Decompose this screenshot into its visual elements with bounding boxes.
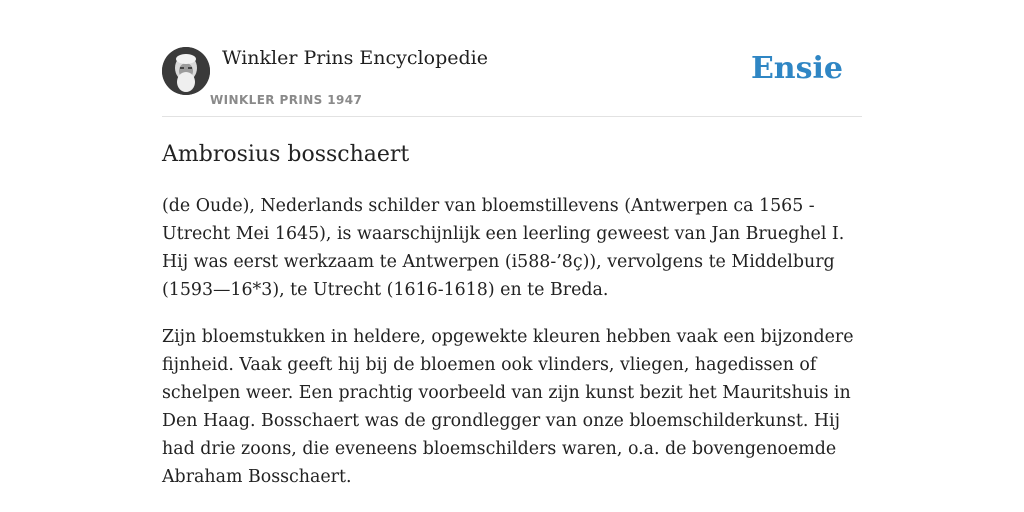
source-title-link[interactable]: Winkler Prins Encyclopedie (222, 47, 488, 69)
article-paragraph: Zijn bloemstukken in heldere, opgewekte kleuren hebben vaak een bijzondere fijnheid. Vaak geeft hij bij de bloemen ook vlinders, vliegen, hagedissen of schelpen weer. Een prachtig voorbeeld van zijn kunst bezit het Mauritshuis in Den Haag. Bosschaert was de grondlegger van onze bloemschilderkunst. Hij had drie zoons, die eveneens bloemschilders waren, o.a. de bovengenoemde Abraham Bosschaert. (162, 327, 854, 487)
article-body (162, 192, 862, 510)
article-title: Ambrosius bosschaert (162, 142, 410, 167)
source-header (162, 0, 862, 117)
source-avatar[interactable] (162, 47, 210, 95)
page-container (162, 0, 862, 487)
source-subtitle: WINKLER PRINS 1947 (210, 93, 363, 107)
ensie-logo-link[interactable]: Ensie (750, 51, 843, 86)
portrait-photo-icon (162, 47, 210, 95)
article-paragraph: (de Oude), Nederlands schilder van bloemstillevens (Antwerpen ca 1565 - Utrecht Mei 1645), is waarschijnlijk een leerling geweest van Jan Brueghel I. Hij was eerst werkzaam te Antwerpen (i588-’8ç)), vervolgens te Middelburg (1593—16*3), te Utrecht (1616-1618) en te Breda. (162, 196, 845, 300)
